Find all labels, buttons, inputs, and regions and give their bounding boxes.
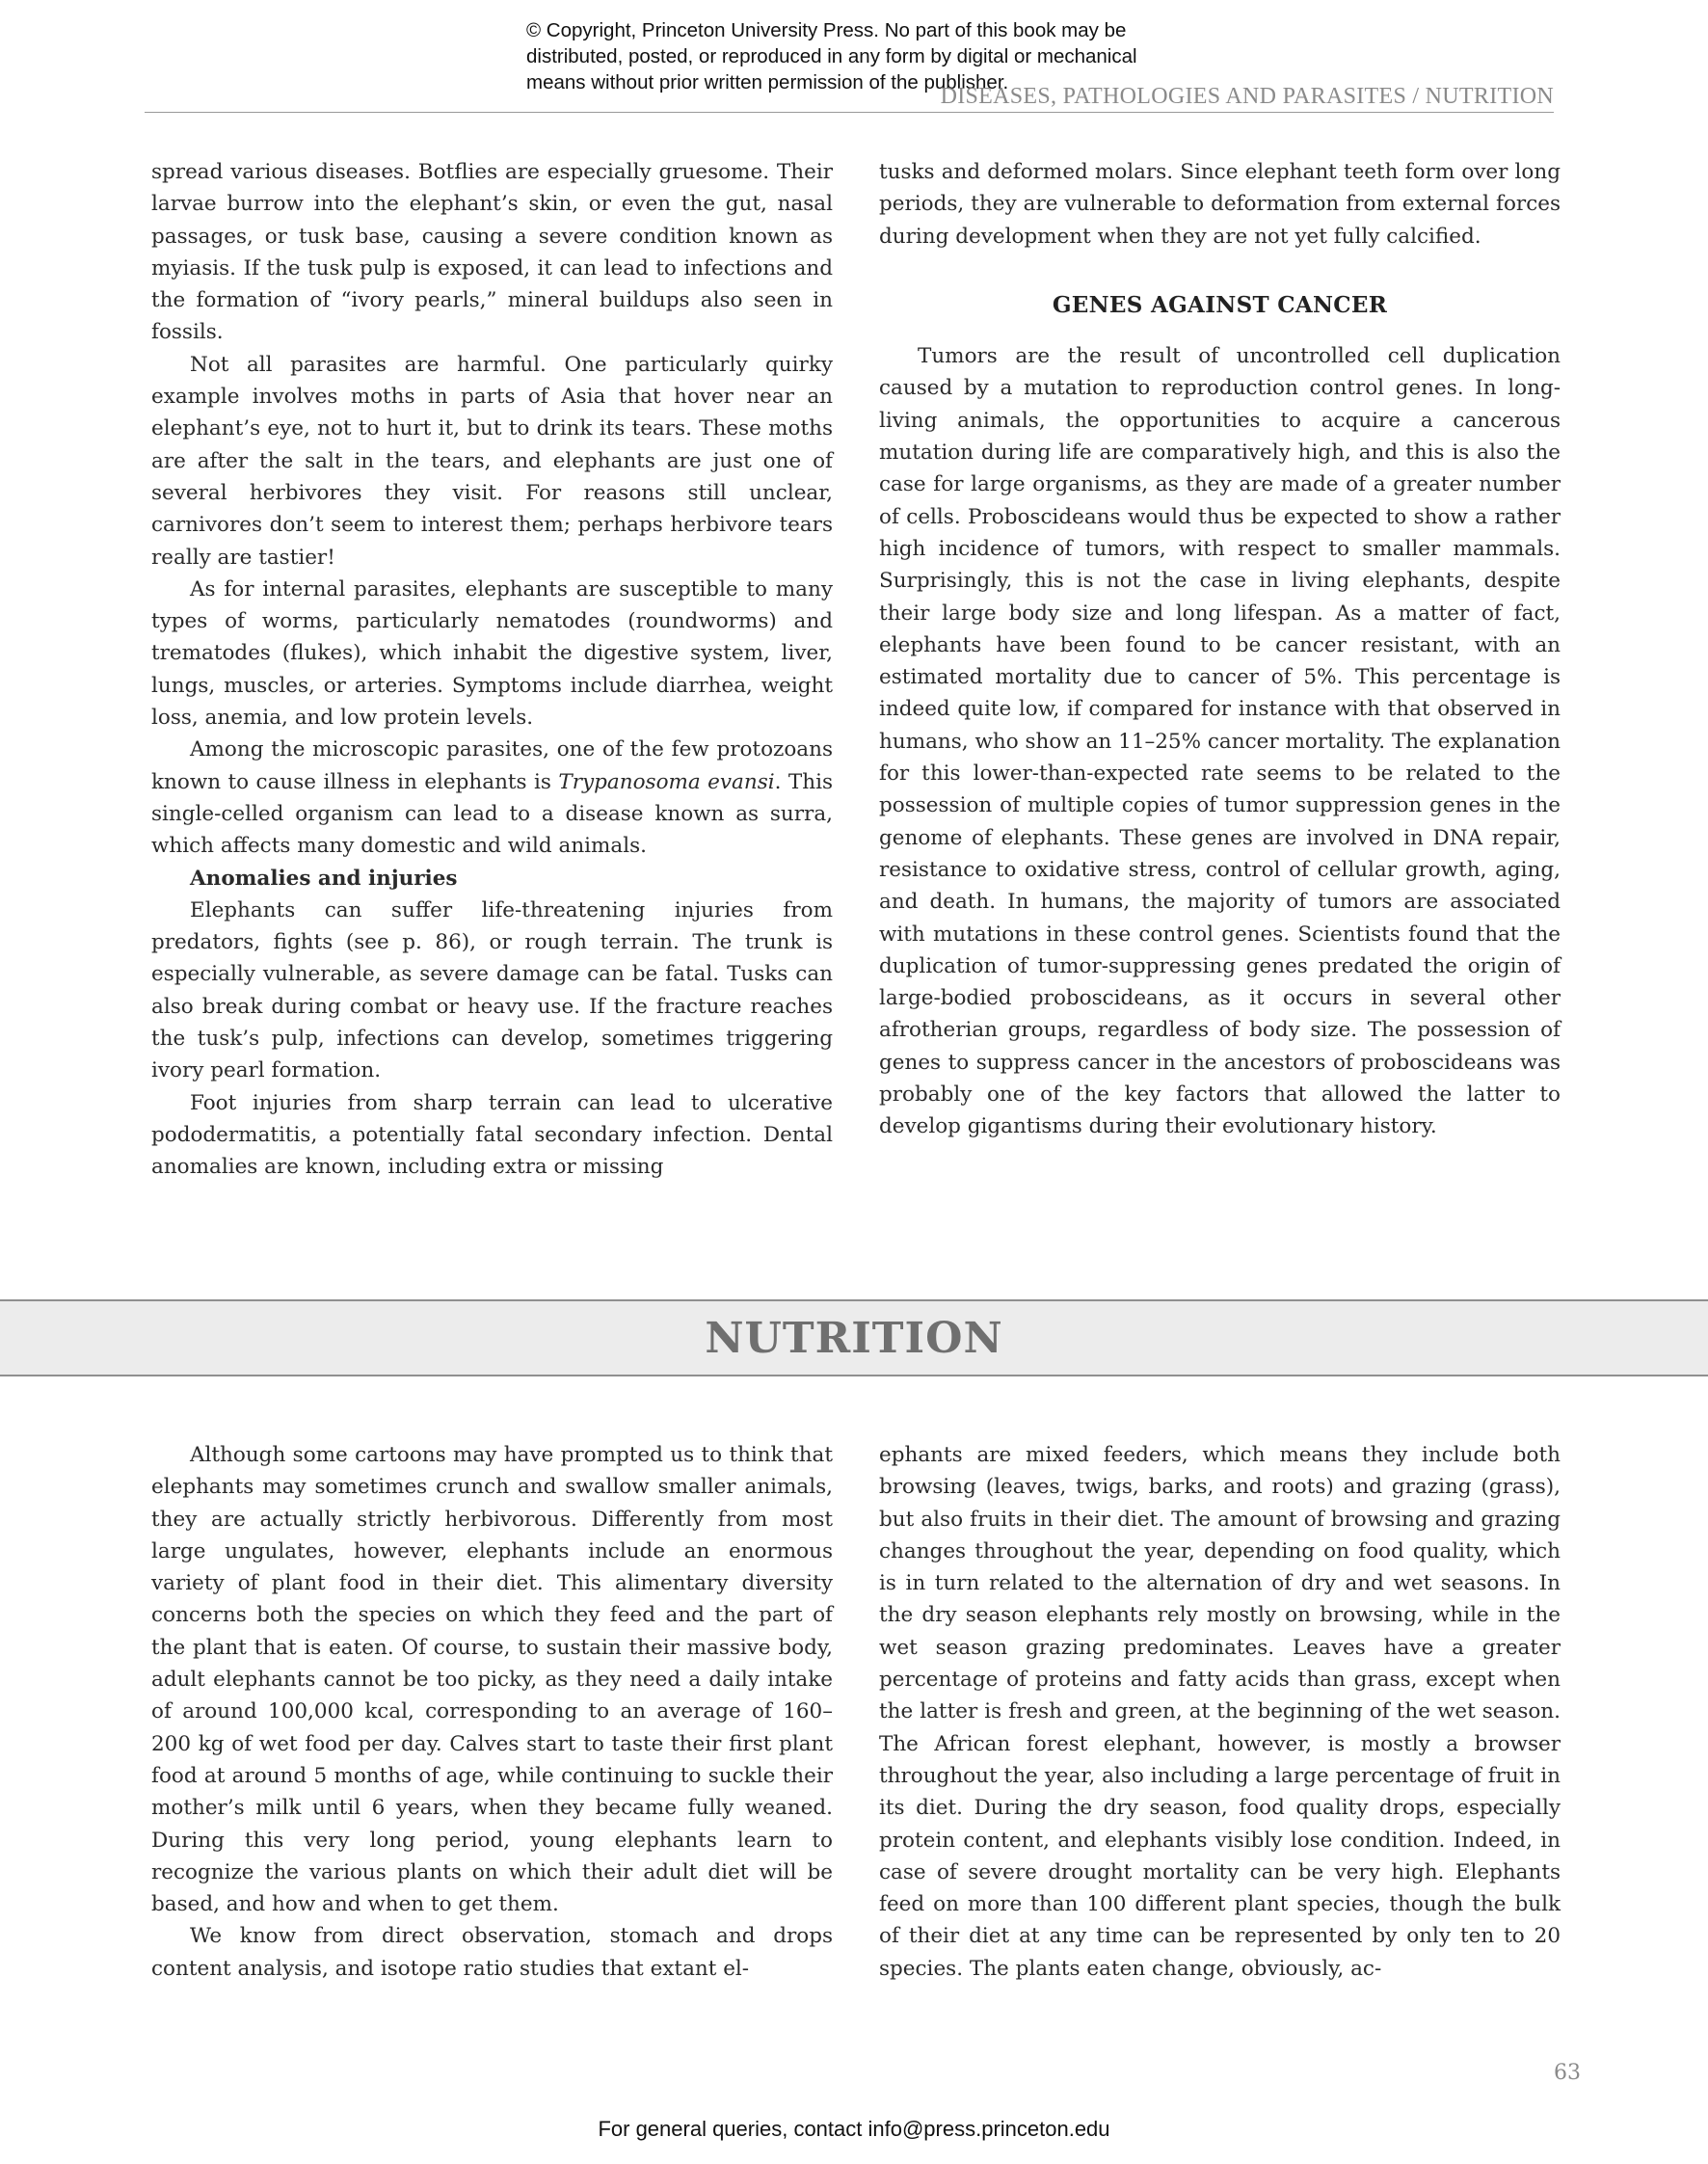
- running-head: DISEASES, PATHOLOGIES AND PARASITES / NUTRITION: [940, 84, 1554, 109]
- paragraph: [151, 734, 833, 862]
- paragraph: ephants are mixed feeders, which means they include both browsing (leaves, twigs, barks, and roots) and grazing (grass), but also fruits in their diet. The amount of browsing and grazing changes throughout the year, depending on food quality, which is in turn related to the alternation of dry and wet seasons. In the dry season elephants rely mostly on browsing, while in the wet season grazing predominates. Leaves have a greater percentage of proteins and fatty acids than grass, except when the latter is fresh and green, at the beginning of the wet season. The African forest elephant, however, is mostly a browser throughout the year, also including a large percentage of fruit in its diet. During the dry season, food quality drops, especially protein content, and elephants visibly lose condition. Indeed, in case of severe drought mortality can be very high. Elephants feed on more than 100 different plant species, though the bulk of their diet at any time can be represented by only ten to 20 species. The plants eaten change, obviously, ac-: [879, 1443, 1561, 1981]
- paragraph: tusks and deformed molars. Since elephant teeth form over long periods, they are vulnerable to deformation from external forces during development when they are not yet fully calcified.: [879, 160, 1561, 249]
- section-heading-genes: GENES AGAINST CANCER: [1052, 291, 1388, 318]
- nutrition-banner: [0, 1299, 1708, 1376]
- copyright-line-2: distributed, posted, or reproduced in any form by digital or mechanical: [526, 45, 1137, 67]
- paragraph: Foot injuries from sharp terrain can lead to ulcerative pododermatitis, a potentially fatal secondary infection. Dental anomalies are known, including extra or missing: [151, 1090, 833, 1180]
- species-name: Trypanosoma evansi: [558, 769, 775, 794]
- paragraph: As for internal parasites, elephants are susceptible to many types of worms, particularly nematodes (roundworms) and trematodes (flukes), which inhabit the digestive system, liver, lungs, muscles, or arteries. Symptoms include diarrhea, weight loss, anemia, and low protein levels.: [151, 576, 833, 731]
- copyright-line-1: © Copyright, Princeton University Press. No part of this book may be: [526, 19, 1127, 41]
- paragraph: Tumors are the result of uncontrolled cell duplication caused by a mutation to reproduction control genes. In long-living animals, the opportunities to acquire a cancerous mutation during life are comparatively high, and this is also the case for large organisms, as they are made of a greater number of cells. Proboscideans would thus be expected to show a rather high incidence of tumors, with respect to smaller mammals. Surprisingly, this is not the case in living elephants, despite their large body size and long lifespan. As a matter of fact, elephants have been found to be cancer resistant, with an estimated mortality due to cancer of 5%. This percentage is indeed quite low, if compared for instance with that observed in humans, who show an 11–25% cancer mortality. The explanation for this lower-than-expected rate seems to be related to the possession of multiple copies of tumor suppression genes in the genome of elephants. These genes are involved in DNA repair, resistance to oxidative stress, control of cellular growth, aging, and death. In humans, the majority of tumors are associated with mutations in these control genes. Scientists found that the duplication of tumor-suppressing genes predated the origin of large-bodied proboscideans, as it occurs in several other afrotherian groups, regardless of body size. The possession of genes to suppress cancer in the ancestors of proboscideans was probably one of the key factors that allowed the latter to develop gigantisms during their evolutionary history.: [879, 344, 1561, 1139]
- paragraph-text: Among the microscopic parasites, one of the few protozoans known to cause illness in elephants is: [151, 737, 833, 794]
- subheading-anomalies: Anomalies and injuries: [190, 866, 458, 891]
- paragraph: Although some cartoons may have prompted us to think that elephants may sometimes crunch and swallow smaller animals, they are actually strictly herbivorous. Differently from most large ungulates, however, elephants include an enormous variety of plant food in their diet. This alimentary diversity concerns both the species on which they feed and the part of the plant that is eaten. Of course, to sustain their massive body, adult elephants cannot be too picky, as they need a daily intake of around 100,000 kcal, corresponding to an average of 160–200 kg of wet food per day. Calves start to taste their first plant food at around 5 months of age, while continuing to suckle their mother’s milk until 6 years, when they became fully weaned. During this very long period, young elephants learn to recognize the various plants on which their adult diet will be based, and how and when to get them.: [151, 1443, 833, 1917]
- left-column-bottom: [151, 1439, 833, 1985]
- footer-contact: For general queries, contact info@press.princeton.edu: [598, 2117, 1110, 2141]
- nutrition-title: NUTRITION: [705, 1313, 1003, 1363]
- paragraph: Not all parasites are harmful. One particularly quirky example involves moths in parts of Asia that hover near an elephant’s eye, not to hurt it, but to drink its tears. These moths are after the salt in the tears, and elephants are just one of several herbivores they visit. For reasons still unclear, carnivores don’t seem to interest them; perhaps herbivore tears really are tastier!: [151, 352, 833, 570]
- paragraph: We know from direct observation, stomach and drops content analysis, and isotope ratio studies that extant el-: [151, 1924, 833, 1981]
- copyright-line-3: means without prior written permission of the publisher.: [526, 71, 1009, 94]
- page-number: 63: [1554, 2061, 1581, 2085]
- right-column-bottom: [879, 1439, 1561, 1985]
- paragraph-text: . This single-celled organism can lead to a disease known as surra, which affects many domestic and wild animals.: [151, 769, 833, 859]
- paragraph: spread various diseases. Botflies are especially gruesome. Their larvae burrow into the elephant’s skin, or even the gut, nasal passages, or tusk base, causing a severe condition known as myiasis. If the tusk pulp is exposed, it can lead to infections and the formation of “ivory pearls,” mineral buildups also seen in fossils.: [151, 160, 833, 345]
- left-column-top: [151, 156, 833, 1184]
- right-column-top: [879, 156, 1561, 1143]
- header-rule: [145, 112, 1554, 113]
- paragraph: Elephants can suffer life-threatening injuries from predators, fights (see p. 86), or rough terrain. The trunk is especially vulnerable, as severe damage can be fatal. Tusks can also break during combat or heavy use. If the fracture reaches the tusk’s pulp, infections can develop, sometimes triggering ivory pearl formation.: [151, 897, 833, 1083]
